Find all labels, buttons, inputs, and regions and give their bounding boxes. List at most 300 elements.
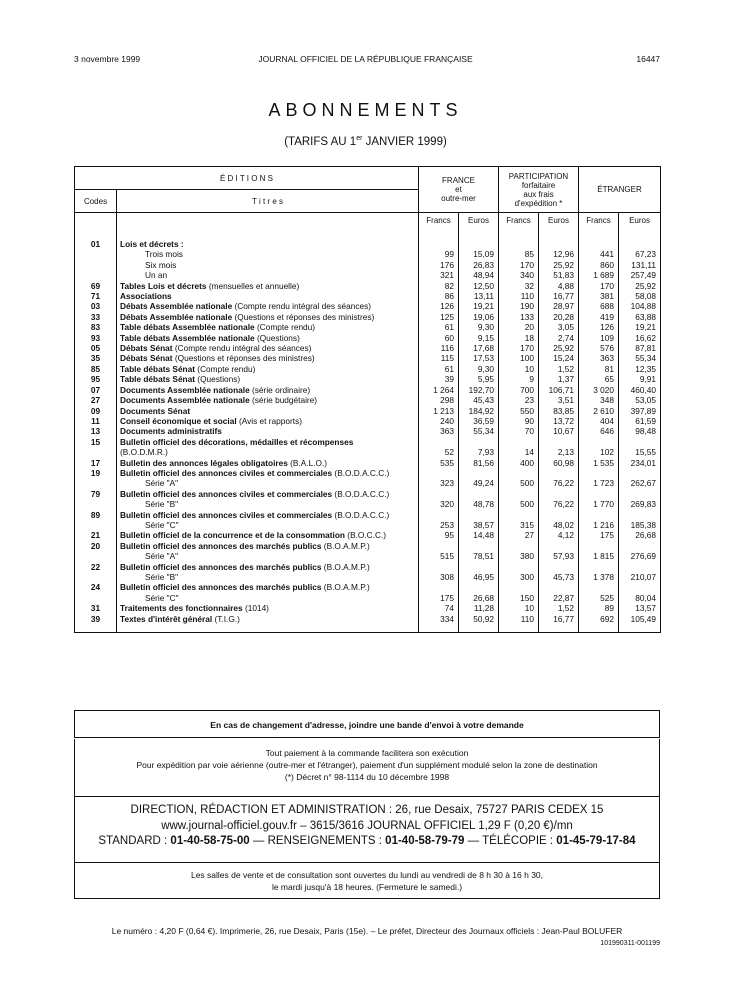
price-cell: 89 <box>579 603 619 613</box>
price-cell <box>459 437 499 447</box>
price-cell: 192,70 <box>459 385 499 395</box>
price-cell: 126 <box>579 322 619 332</box>
table-row <box>75 249 661 259</box>
codes-header: Codes <box>83 196 108 206</box>
price-cell: 26,68 <box>619 530 661 540</box>
header-date: 3 novembre 1999 <box>74 54 141 64</box>
price-cell: 60 <box>419 333 459 343</box>
page-title: ABONNEMENTS <box>268 100 463 120</box>
price-cell: 381 <box>579 291 619 301</box>
table-row <box>75 291 661 301</box>
price-cell: 10 <box>499 364 539 374</box>
row-title: Tables Lois et décrets (mensuelles et annuelle) <box>117 281 419 291</box>
price-cell: 16,62 <box>619 333 661 343</box>
row-title: (B.O.D.M.R.) <box>117 447 419 457</box>
row-code: 22 <box>90 561 101 572</box>
row-code: 13 <box>90 426 101 437</box>
table-row <box>75 281 661 291</box>
price-cell: 110 <box>499 614 539 624</box>
price-cell: 3,05 <box>539 322 579 332</box>
price-cell: 298 <box>419 395 459 405</box>
price-cell: 81 <box>579 364 619 374</box>
row-code <box>75 447 117 457</box>
opening-line: Les salles de vente et de consultation sont ouvertes du lundi au vendredi de 8 h 30 à 16 h 30, <box>190 870 544 880</box>
price-cell: 63,88 <box>619 312 661 322</box>
price-cell: 81,56 <box>459 458 499 468</box>
price-cell <box>539 437 579 447</box>
price-cell <box>579 437 619 447</box>
price-cell: 1,52 <box>539 603 579 613</box>
header-journal: JOURNAL OFFICIEL DE LA RÉPUBLIQUE FRANÇAISE <box>258 54 473 64</box>
price-cell: 170 <box>499 343 539 353</box>
price-cell: 576 <box>579 343 619 353</box>
price-cell: 308 <box>419 572 459 582</box>
row-code: 24 <box>90 582 101 593</box>
row-title: Bulletin officiel des annonces des marchés publics (B.O.A.M.P.) <box>117 541 419 551</box>
price-cell: 15,55 <box>619 447 661 457</box>
row-code: 69 <box>90 280 101 291</box>
price-cell: 10 <box>499 603 539 613</box>
price-cell: 32 <box>499 281 539 291</box>
row-code: 89 <box>90 509 101 520</box>
price-cell: 1 689 <box>579 270 619 280</box>
price-cell: 100 <box>499 353 539 363</box>
row-code <box>75 520 117 530</box>
price-cell: 26,83 <box>459 260 499 270</box>
row-title: Bulletin officiel des annonces des marchés publics (B.O.A.M.P.) <box>117 562 419 572</box>
row-code: 39 <box>90 613 101 624</box>
price-cell: 18 <box>499 333 539 343</box>
price-cell: 61,59 <box>619 416 661 426</box>
row-code: 95 <box>90 374 101 385</box>
price-cell: 19,21 <box>619 322 661 332</box>
row-code <box>75 270 117 280</box>
price-cell: 692 <box>579 614 619 624</box>
price-cell: 102 <box>579 447 619 457</box>
row-code <box>75 249 117 259</box>
price-cell <box>459 562 499 572</box>
price-cell: 170 <box>499 260 539 270</box>
price-cell: 700 <box>499 385 539 395</box>
row-code: 93 <box>90 332 101 343</box>
price-cell: 688 <box>579 301 619 311</box>
price-cell: 363 <box>579 353 619 363</box>
price-cell: 12,50 <box>459 281 499 291</box>
unit-label: Euros <box>619 213 661 230</box>
payment-info <box>74 739 660 797</box>
row-title: Débats Assemblée nationale (Questions et réponses des ministres) <box>117 312 419 322</box>
price-cell: 860 <box>579 260 619 270</box>
row-title: Bulletin officiel des annonces des marchés publics (B.O.A.M.P.) <box>117 582 419 592</box>
row-code: 35 <box>90 353 101 364</box>
price-cell: 1,52 <box>539 364 579 374</box>
table-row <box>75 499 661 509</box>
row-code: 11 <box>91 415 100 426</box>
price-cell: 323 <box>419 478 459 488</box>
row-title: Table débats Sénat (Questions) <box>117 374 419 384</box>
price-cell <box>499 229 539 249</box>
price-cell: 525 <box>579 593 619 603</box>
table-row <box>75 270 661 280</box>
editions-header: É D I T I O N S <box>75 167 419 190</box>
table-row <box>75 374 661 384</box>
table-row <box>75 385 661 395</box>
price-cell: 27 <box>499 530 539 540</box>
row-title: Débats Assemblée nationale (Compte rendu intégral des séances) <box>117 301 419 311</box>
price-cell <box>619 510 661 520</box>
price-cell <box>579 510 619 520</box>
price-cell: 125 <box>419 312 459 322</box>
table-row <box>75 416 661 426</box>
row-code: 79 <box>90 488 101 499</box>
table-row <box>75 603 661 613</box>
row-title: Table débats Assemblée nationale (Compte rendu) <box>117 322 419 332</box>
table-row <box>75 593 661 603</box>
row-code: 83 <box>90 322 101 333</box>
price-cell: 115 <box>419 353 459 363</box>
price-cell: 65 <box>579 374 619 384</box>
price-cell: 49,24 <box>459 478 499 488</box>
price-cell: 1 264 <box>419 385 459 395</box>
price-cell: 20 <box>499 322 539 332</box>
table-row <box>75 301 661 311</box>
price-cell: 57,93 <box>539 551 579 561</box>
row-title: Débats Sénat (Questions et réponses des ministres) <box>117 353 419 363</box>
price-cell: 13,57 <box>619 603 661 613</box>
price-cell <box>459 510 499 520</box>
price-cell <box>539 489 579 499</box>
price-cell: 315 <box>499 520 539 530</box>
table-row <box>75 312 661 322</box>
price-cell: 17,68 <box>459 343 499 353</box>
row-title: Documents Assemblée nationale (série ordinaire) <box>117 385 419 395</box>
info-line: Tout paiement à la commande facilitera son exécution <box>265 748 469 758</box>
price-cell: 26,68 <box>459 593 499 603</box>
price-cell: 55,34 <box>619 353 661 363</box>
price-cell: 9,91 <box>619 374 661 384</box>
price-cell: 150 <box>499 593 539 603</box>
price-cell <box>459 229 499 249</box>
row-code: 21 <box>90 530 101 541</box>
price-cell: 83,85 <box>539 406 579 416</box>
price-cell: 87,81 <box>619 343 661 353</box>
row-code: 31 <box>90 603 101 614</box>
table-row <box>75 489 661 499</box>
price-cell: 9,15 <box>459 333 499 343</box>
row-code: 19 <box>90 467 101 478</box>
price-cell <box>539 468 579 478</box>
table-row <box>75 406 661 416</box>
row-code <box>75 478 117 488</box>
price-cell: 19,06 <box>459 312 499 322</box>
price-cell: 210,07 <box>619 572 661 582</box>
price-cell <box>459 582 499 592</box>
price-cell: 2,74 <box>539 333 579 343</box>
price-cell: 116 <box>419 343 459 353</box>
price-cell: 460,40 <box>619 385 661 395</box>
price-cell <box>579 582 619 592</box>
price-cell <box>499 562 539 572</box>
table-row <box>75 520 661 530</box>
row-code <box>75 260 117 270</box>
row-title: Documents Sénat <box>117 406 419 416</box>
price-cell: 253 <box>419 520 459 530</box>
price-cell: 52 <box>419 447 459 457</box>
price-cell: 185,38 <box>619 520 661 530</box>
titres-header: T i t r e s <box>117 190 419 213</box>
table-row <box>75 437 661 447</box>
price-cell: 58,08 <box>619 291 661 301</box>
france-header: FRANCE et outre-mer <box>419 167 499 213</box>
price-cell: 9 <box>499 374 539 384</box>
price-cell: 1 378 <box>579 572 619 582</box>
price-cell: 70 <box>499 426 539 436</box>
row-title: Série "A" <box>117 551 419 561</box>
header-page-number: 16447 <box>636 54 660 64</box>
price-cell <box>419 510 459 520</box>
footer-id: 101990311-001199 <box>600 940 660 947</box>
price-cell <box>419 541 459 551</box>
price-cell: 48,78 <box>459 499 499 509</box>
info-line: Pour expédition par voie aérienne (outre-mer et l'étranger), paiement d'un supplément modulé selon la zone de destination <box>136 760 598 770</box>
unit-label: Francs <box>499 213 539 230</box>
row-code <box>75 551 117 561</box>
table-row <box>75 562 661 572</box>
price-cell: 20,28 <box>539 312 579 322</box>
row-title: Bulletin officiel des décorations, médailles et récompenses <box>117 437 419 447</box>
price-cell: 363 <box>419 426 459 436</box>
price-cell <box>579 541 619 551</box>
price-cell <box>619 489 661 499</box>
price-cell: 106,71 <box>539 385 579 395</box>
price-cell <box>579 489 619 499</box>
price-cell <box>499 510 539 520</box>
price-cell <box>419 437 459 447</box>
row-code <box>75 593 117 603</box>
price-cell: 9,30 <box>459 364 499 374</box>
price-cell: 67,23 <box>619 249 661 259</box>
price-cell: 380 <box>499 551 539 561</box>
row-code: 27 <box>90 395 101 406</box>
price-cell <box>539 541 579 551</box>
table-row <box>75 468 661 478</box>
price-cell: 76,22 <box>539 478 579 488</box>
unit-label: Francs <box>579 213 619 230</box>
price-cell: 550 <box>499 406 539 416</box>
price-cell <box>579 468 619 478</box>
price-cell: 276,69 <box>619 551 661 561</box>
price-cell: 36,59 <box>459 416 499 426</box>
price-cell <box>619 541 661 551</box>
price-cell: 4,88 <box>539 281 579 291</box>
price-cell: 14,48 <box>459 530 499 540</box>
unit-label: Euros <box>539 213 579 230</box>
table-row <box>75 572 661 582</box>
table-row <box>75 541 661 551</box>
price-cell <box>619 582 661 592</box>
price-cell: 60,98 <box>539 458 579 468</box>
row-title: Bulletin officiel des annonces civiles et commerciales (B.O.D.A.C.C.) <box>117 468 419 478</box>
price-cell: 53,05 <box>619 395 661 405</box>
price-cell: 300 <box>499 572 539 582</box>
price-cell: 45,73 <box>539 572 579 582</box>
price-cell: 55,34 <box>459 426 499 436</box>
price-cell: 1,37 <box>539 374 579 384</box>
price-cell <box>459 468 499 478</box>
price-cell: 45,43 <box>459 395 499 405</box>
table-row <box>75 322 661 332</box>
price-cell: 419 <box>579 312 619 322</box>
price-cell: 262,67 <box>619 478 661 488</box>
price-cell: 86 <box>419 291 459 301</box>
row-title: Série "C" <box>117 593 419 603</box>
price-cell: 38,57 <box>459 520 499 530</box>
row-code: 20 <box>90 540 101 551</box>
price-cell <box>459 541 499 551</box>
row-title: Série "A" <box>117 478 419 488</box>
row-title: Conseil économique et social (Avis et rapports) <box>117 416 419 426</box>
price-cell: 95 <box>419 530 459 540</box>
price-cell: 25,92 <box>539 343 579 353</box>
price-cell: 25,92 <box>619 281 661 291</box>
price-cell: 11,28 <box>459 603 499 613</box>
price-cell: 500 <box>499 478 539 488</box>
table-row <box>75 343 661 353</box>
price-cell: 3,51 <box>539 395 579 405</box>
price-cell: 500 <box>499 499 539 509</box>
price-cell: 48,02 <box>539 520 579 530</box>
price-cell: 61 <box>419 322 459 332</box>
price-cell <box>499 582 539 592</box>
price-cell: 19,21 <box>459 301 499 311</box>
price-cell: 269,83 <box>619 499 661 509</box>
price-cell: 46,95 <box>459 572 499 582</box>
price-cell <box>419 489 459 499</box>
row-title: Table débats Sénat (Compte rendu) <box>117 364 419 374</box>
table-row <box>75 333 661 343</box>
price-cell: 15,24 <box>539 353 579 363</box>
price-cell: 184,92 <box>459 406 499 416</box>
row-code: 05 <box>90 343 101 354</box>
unit-label: Francs <box>419 213 459 230</box>
row-title: Associations <box>117 291 419 301</box>
page-subtitle: (TARIFS AU 1er JANVIER 1999) <box>284 135 447 148</box>
price-cell: 5,95 <box>459 374 499 384</box>
row-code: 03 <box>90 301 101 312</box>
price-cell: 334 <box>419 614 459 624</box>
footer-imprint: Le numéro : 4,20 F (0,64 €). Imprimerie, 26, rue Desaix, Paris (15e). – Le préfet, Directeur des Journaux officiels : Jean-Paul BOLUFER <box>111 926 623 936</box>
price-cell: 23 <box>499 395 539 405</box>
row-title: Table débats Assemblée nationale (Questions) <box>117 333 419 343</box>
row-code: 01 <box>90 239 101 249</box>
price-cell: 105,49 <box>619 614 661 624</box>
price-cell: 2,13 <box>539 447 579 457</box>
price-cell: 400 <box>499 458 539 468</box>
price-cell: 170 <box>579 281 619 291</box>
table-row <box>75 260 661 270</box>
table-row <box>75 447 661 457</box>
table-row <box>75 458 661 468</box>
table-row <box>75 426 661 436</box>
price-cell: 22,87 <box>539 593 579 603</box>
price-cell <box>419 229 459 249</box>
price-cell: 76,22 <box>539 499 579 509</box>
row-title: Six mois <box>117 260 419 270</box>
table-row <box>75 530 661 540</box>
price-cell <box>539 562 579 572</box>
opening-line: le mardi jusqu'à 18 heures. (Fermeture le samedi.) <box>271 882 463 892</box>
price-cell: 1 723 <box>579 478 619 488</box>
price-cell: 85 <box>499 249 539 259</box>
price-cell: 131,11 <box>619 260 661 270</box>
price-cell: 404 <box>579 416 619 426</box>
row-code: 71 <box>90 291 101 302</box>
price-cell: 441 <box>579 249 619 259</box>
price-cell: 126 <box>419 301 459 311</box>
price-cell: 3 020 <box>579 385 619 395</box>
price-cell <box>419 468 459 478</box>
price-cell: 175 <box>419 593 459 603</box>
participation-header: PARTICIPATION forfaitaire aux frais d'expédition * <box>499 167 579 213</box>
price-cell: 234,01 <box>619 458 661 468</box>
address-change-note: En cas de changement d'adresse, joindre une bande d'envoi à votre demande <box>74 710 660 738</box>
price-cell: 190 <box>499 301 539 311</box>
price-cell: 176 <box>419 260 459 270</box>
opening-hours <box>74 863 660 899</box>
price-cell <box>539 229 579 249</box>
contact-line: STANDARD : 01-40-58-75-00 — RENSEIGNEMENTS : 01-40-58-79-79 — TÉLÉCOPIE : 01-45-79-17-84 <box>98 835 636 847</box>
row-code <box>75 499 117 509</box>
price-cell <box>459 489 499 499</box>
row-title: Bulletin des annonces légales obligatoires (B.A.L.O.) <box>117 458 419 468</box>
row-title: Bulletin officiel des annonces civiles et commerciales (B.O.D.A.C.C.) <box>117 510 419 520</box>
price-cell: 50,92 <box>459 614 499 624</box>
row-code: 07 <box>90 384 101 395</box>
price-cell: 320 <box>419 499 459 509</box>
price-cell: 10,67 <box>539 426 579 436</box>
etranger-header: ÉTRANGER <box>579 167 661 213</box>
price-cell: 98,48 <box>619 426 661 436</box>
price-cell: 28,97 <box>539 301 579 311</box>
price-cell: 82 <box>419 281 459 291</box>
row-title: Bulletin officiel de la concurrence et de la consommation (B.O.C.C.) <box>117 530 419 540</box>
price-cell: 1 216 <box>579 520 619 530</box>
price-cell: 4,12 <box>539 530 579 540</box>
price-cell <box>539 510 579 520</box>
price-cell <box>619 229 661 249</box>
row-title: Textes d'intérêt général (T.I.G.) <box>117 614 419 624</box>
tariff-table <box>74 166 661 633</box>
price-cell: 1 535 <box>579 458 619 468</box>
direction-website: www.journal-officiel.gouv.fr – 3615/3616 JOURNAL OFFICIEL 1,29 F (0,20 €)/mn <box>161 819 573 832</box>
price-cell <box>579 562 619 572</box>
price-cell: 12,96 <box>539 249 579 259</box>
row-title: Un an <box>117 270 419 280</box>
price-cell: 25,92 <box>539 260 579 270</box>
row-code: 33 <box>90 311 101 322</box>
table-row <box>75 364 661 374</box>
direction-address: DIRECTION, RÉDACTION ET ADMINISTRATION : 26, rue Desaix, 75727 PARIS CEDEX 15 <box>130 804 604 816</box>
price-cell: 104,88 <box>619 301 661 311</box>
price-cell: 2 610 <box>579 406 619 416</box>
row-code: 15 <box>90 436 101 447</box>
row-title: Série "C" <box>117 520 419 530</box>
table-row <box>75 614 661 624</box>
price-cell <box>499 489 539 499</box>
price-cell <box>499 468 539 478</box>
price-cell: 340 <box>499 270 539 280</box>
price-cell: 257,49 <box>619 270 661 280</box>
